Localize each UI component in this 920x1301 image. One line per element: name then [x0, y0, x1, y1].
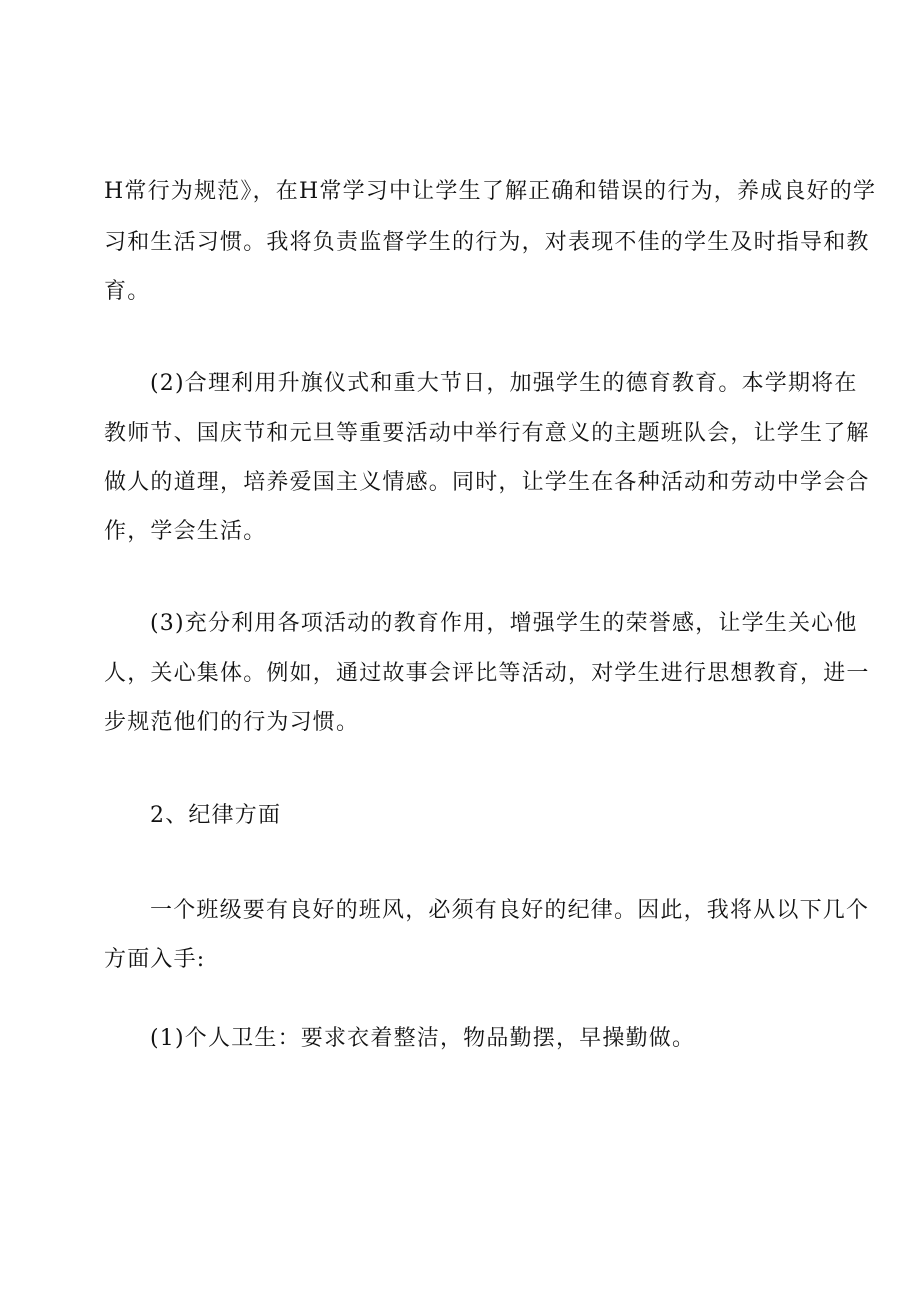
- paragraph-3-line-1: (3)充分利用各项活动的教育作用，增强学生的荣誉感，让学生关心他: [150, 611, 858, 636]
- paragraph-1-line-1: H常行为规范》，在H常学习中让学生了解正确和错误的行为，养成良好的学: [104, 179, 877, 204]
- paragraph-3-line-2: 人，关心集体。例如，通过故事会评比等活动，对学生进行思想教育，进一: [104, 661, 870, 686]
- paragraph-2-line-2: 教师节、国庆节和元旦等重要活动中举行有意义的主题班队会，让学生了解: [104, 421, 870, 446]
- paragraph-5-line-1: (1)个人卫生：要求衣着整洁，物品勤摆，早操勤做。: [150, 1026, 696, 1051]
- section-heading: 2、纪律方面: [150, 803, 282, 828]
- paragraph-1-line-2: 习和生活习惯。我将负责监督学生的行为，对表现不佳的学生及时指导和教: [104, 230, 870, 255]
- paragraph-2-line-1: (2)合理利用升旗仪式和重大节日，加强学生的德育教育。本学期将在: [150, 371, 858, 396]
- paragraph-3-line-3: 步规范他们的行为习惯。: [104, 710, 360, 735]
- paragraph-4-line-2: 方面入手:: [104, 947, 206, 972]
- paragraph-2-line-3: 做人的道理，培养爱国主义情感。同时，让学生在各种活动和劳动中学会合: [104, 470, 870, 495]
- paragraph-2-line-4: 作，学会生活。: [104, 519, 267, 544]
- paragraph-4-line-1: 一个班级要有良好的班风，必须有良好的纪律。因此，我将从以下几个: [150, 898, 870, 923]
- paragraph-1-line-3: 育。: [104, 279, 151, 304]
